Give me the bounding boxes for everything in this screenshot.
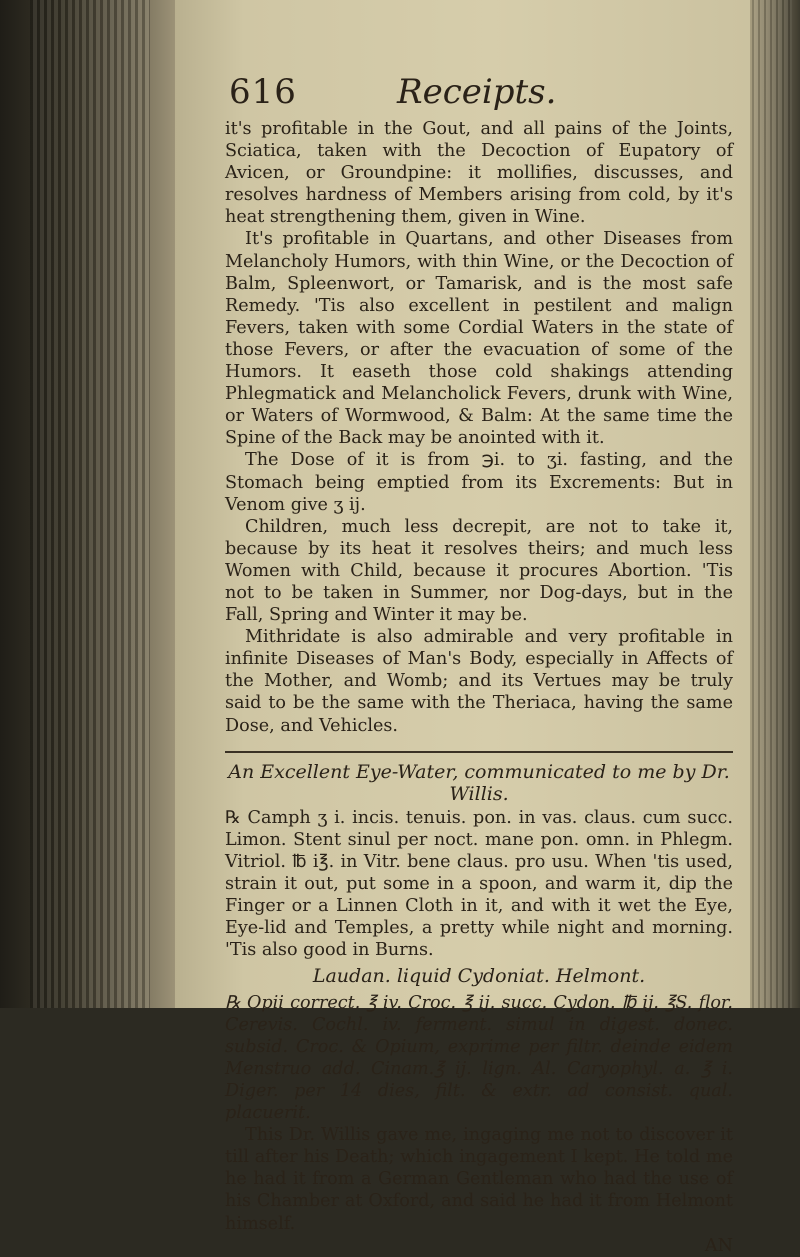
paragraph-note: This Dr. Willis gave me, ingaging me not to discover it till after his Death; which ingagement I kept. He told me he had it from a German Gentleman who had the use of his Chamber at Oxford, and said he had it from Helmont himself. [225,1125,733,1234]
page-edges-right-stripes [752,0,792,1008]
catchword: AN [704,1235,733,1256]
page-number: 616 [229,72,297,112]
book-spine-left [0,0,175,1008]
paragraph: The Dose of it is from ℈i. to ʒi. fasting, and the Stomach being emptied from its Excrements: But in Venom give ʒ ij. [225,450,733,515]
running-head: Receipts. [397,72,557,112]
paragraph: Mithridate is also admirable and very profitable in infinite Diseases of Man's Body, especially in Affects of the Mother, and Womb; and its Vertues may be truly said to be the same with the Theriaca, having the same Dose, and Vehicles. [225,627,733,736]
paragraph: Children, much less decrepit, are not to take it, because by its heat it resolves theirs; and much less Women with Child, because it procures Abortion. 'Tis not to be taken in Summer, nor Dog-days, but in the Fall, Spring and Winter it may be. [225,516,733,626]
section-title-laudanum: Laudan. liquid Cydoniat. Helmont. [312,965,646,988]
recipe-eye-water: ℞ Camph ʒ i. incis. tenuis. pon. in vas. claus. cum succ. Limon. Stent sinul per noct. mane pon. omn. in Phlegm. Vitriol. ℔ i℥. in Vitr. bene claus. pro usu. When 'tis used, strain it out, put some in a spoon, and warm it, dip the Finger or a Linnen Cloth in it, and with it wet the Eye, Eye-lid and Temples, a pretty while night and morning. 'Tis also good in Burns. [225,807,733,961]
page-edges-left [30,0,150,1008]
paragraph: It's profitable in Quartans, and other Diseases from Melancholy Humors, with thin Wine, or the Decoction of Balm, Spleenwort, or Tamarisk, and is the most safe Remedy. 'Tis also excellent in pestilent and malign Fevers, taken with some Cordial Waters in the state of those Fevers, or after the evacuation of some of the Humors. It easeth those cold shakings attending Phlegmatick and Melancholick Fevers, drunk with Wine, or Waters of Wormwood, & Balm: At the same time the Spine of the Back may be anointed with it. [225,229,733,449]
book-page [175,0,750,1256]
section-divider [225,751,733,753]
section-title-eye-water: An Excellent Eye-Water, communicated to me by Dr. Willis. [228,760,730,805]
body-text [225,118,733,1257]
page-header [229,72,729,122]
recipe-laudanum: ℞ Opii correct. ℥ iv. Croc. ℥ ij. succ. Cydon. ℔ ij. ℥S. flor. Cerevis. Cochl. iv. ferment. simul in digest. donec. subsid. Croc. & Opium, exprime per filtr. deinde eidem Menstruo add. Cinam.℥ ij. lign. Al. Caryophyl. a. ℥ i. Diger. per 14 dies, filt. & extr. ad consist. qual. placuerit. [225,992,733,1124]
paragraph: it's profitable in the Gout, and all pains of the Joints, Sciatica, taken with the Decoction of Eupatory of Avicen, or Groundpine: it mollifies, discusses, and resolves hardness of Members arising from cold, by it's heat strengthening them, given in Wine. [225,119,733,228]
